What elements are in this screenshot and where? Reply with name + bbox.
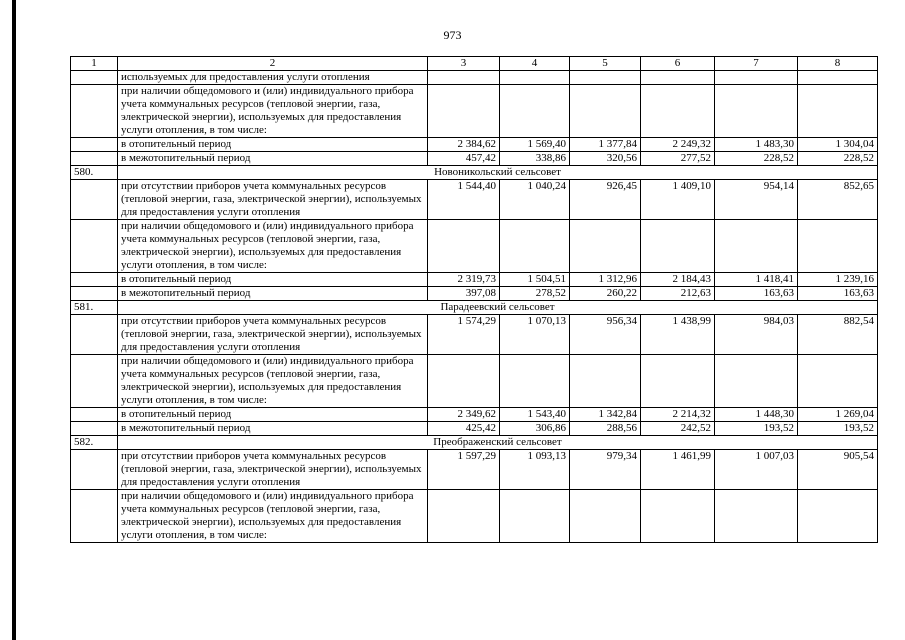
value-cell: 954,14 bbox=[715, 180, 798, 220]
value-cell: 193,52 bbox=[715, 422, 798, 436]
value-cell: 163,63 bbox=[798, 287, 878, 301]
row-label: в отопительный период bbox=[118, 273, 428, 287]
section-title: Преображенский сельсовет bbox=[118, 436, 878, 450]
row-label: в межотопительный период bbox=[118, 152, 428, 166]
value-cell bbox=[641, 220, 715, 273]
row-number-cell bbox=[71, 152, 118, 166]
section-title: Парадеевский сельсовет bbox=[118, 301, 878, 315]
table-row bbox=[71, 450, 878, 490]
value-cell bbox=[798, 85, 878, 138]
section-row bbox=[71, 166, 878, 180]
row-number-cell bbox=[71, 490, 118, 543]
value-cell: 905,54 bbox=[798, 450, 878, 490]
row-label: при наличии общедомового и (или) индивидуального прибора учета коммунальных ресурсов (тепловой энергии, газа, электрической энергии), используемых для предоставления услуги отопления, в том числе: bbox=[118, 85, 428, 138]
value-cell: 338,86 bbox=[500, 152, 570, 166]
binder-edge-line bbox=[12, 0, 16, 640]
value-cell bbox=[570, 71, 641, 85]
value-cell: 1 418,41 bbox=[715, 273, 798, 287]
row-number-cell bbox=[71, 355, 118, 408]
value-cell bbox=[715, 220, 798, 273]
value-cell: 1 239,16 bbox=[798, 273, 878, 287]
value-cell bbox=[715, 85, 798, 138]
value-cell bbox=[641, 355, 715, 408]
tariff-table bbox=[70, 56, 878, 543]
value-cell: 397,08 bbox=[428, 287, 500, 301]
value-cell bbox=[798, 490, 878, 543]
value-cell: 1 269,04 bbox=[798, 408, 878, 422]
table-row bbox=[71, 408, 878, 422]
section-number: 581. bbox=[71, 301, 118, 315]
row-number-cell bbox=[71, 450, 118, 490]
row-number-cell bbox=[71, 85, 118, 138]
value-cell: 278,52 bbox=[500, 287, 570, 301]
value-cell: 2 184,43 bbox=[641, 273, 715, 287]
value-cell bbox=[428, 490, 500, 543]
value-cell bbox=[428, 71, 500, 85]
value-cell: 212,63 bbox=[641, 287, 715, 301]
table-row bbox=[71, 85, 878, 138]
table-row bbox=[71, 180, 878, 220]
table-row bbox=[71, 355, 878, 408]
value-cell bbox=[715, 355, 798, 408]
row-label: при отсутствии приборов учета коммунальных ресурсов (тепловой энергии, газа, электрической энергии), используемых для предоставления услуги отопления bbox=[118, 450, 428, 490]
section-number: 580. bbox=[71, 166, 118, 180]
value-cell: 882,54 bbox=[798, 315, 878, 355]
header-cell: 5 bbox=[570, 57, 641, 71]
value-cell: 1 304,04 bbox=[798, 138, 878, 152]
row-label: при наличии общедомового и (или) индивидуального прибора учета коммунальных ресурсов (тепловой энергии, газа, электрической энергии), используемых для предоставления услуги отопления, в том числе: bbox=[118, 355, 428, 408]
section-row bbox=[71, 301, 878, 315]
value-cell: 2 319,73 bbox=[428, 273, 500, 287]
table-row bbox=[71, 273, 878, 287]
value-cell: 1 093,13 bbox=[500, 450, 570, 490]
value-cell: 2 249,32 bbox=[641, 138, 715, 152]
row-number-cell bbox=[71, 422, 118, 436]
row-label: в межотопительный период bbox=[118, 287, 428, 301]
value-cell: 2 384,62 bbox=[428, 138, 500, 152]
value-cell: 926,45 bbox=[570, 180, 641, 220]
value-cell bbox=[570, 85, 641, 138]
value-cell: 1 312,96 bbox=[570, 273, 641, 287]
value-cell bbox=[500, 85, 570, 138]
value-cell bbox=[570, 490, 641, 543]
value-cell: 242,52 bbox=[641, 422, 715, 436]
row-number-cell bbox=[71, 287, 118, 301]
value-cell bbox=[428, 85, 500, 138]
header-cell: 6 bbox=[641, 57, 715, 71]
value-cell: 1 544,40 bbox=[428, 180, 500, 220]
value-cell: 984,03 bbox=[715, 315, 798, 355]
table-row bbox=[71, 71, 878, 85]
value-cell: 852,65 bbox=[798, 180, 878, 220]
row-label: в отопительный период bbox=[118, 408, 428, 422]
table-row bbox=[71, 315, 878, 355]
value-cell bbox=[798, 355, 878, 408]
table-row bbox=[71, 422, 878, 436]
header-row bbox=[71, 57, 878, 71]
value-cell: 1 377,84 bbox=[570, 138, 641, 152]
value-cell: 228,52 bbox=[715, 152, 798, 166]
value-cell: 1 461,99 bbox=[641, 450, 715, 490]
row-number-cell bbox=[71, 138, 118, 152]
header-cell: 2 bbox=[118, 57, 428, 71]
value-cell: 1 070,13 bbox=[500, 315, 570, 355]
value-cell bbox=[798, 71, 878, 85]
table-row bbox=[71, 287, 878, 301]
section-number: 582. bbox=[71, 436, 118, 450]
header-cell: 3 bbox=[428, 57, 500, 71]
value-cell bbox=[798, 220, 878, 273]
value-cell: 1 040,24 bbox=[500, 180, 570, 220]
value-cell: 1 543,40 bbox=[500, 408, 570, 422]
row-label: при наличии общедомового и (или) индивидуального прибора учета коммунальных ресурсов (тепловой энергии, газа, электрической энергии), используемых для предоставления услуги отопления, в том числе: bbox=[118, 490, 428, 543]
value-cell: 193,52 bbox=[798, 422, 878, 436]
value-cell: 2 214,32 bbox=[641, 408, 715, 422]
value-cell bbox=[428, 355, 500, 408]
value-cell: 1 438,99 bbox=[641, 315, 715, 355]
value-cell bbox=[641, 490, 715, 543]
table-row bbox=[71, 138, 878, 152]
value-cell bbox=[428, 220, 500, 273]
value-cell bbox=[500, 355, 570, 408]
row-label: используемых для предоставления услуги отопления bbox=[118, 71, 428, 85]
row-number-cell bbox=[71, 408, 118, 422]
value-cell: 425,42 bbox=[428, 422, 500, 436]
row-label: при отсутствии приборов учета коммунальных ресурсов (тепловой энергии, газа, электрической энергии), используемых для предоставления услуги отопления bbox=[118, 180, 428, 220]
value-cell: 306,86 bbox=[500, 422, 570, 436]
header-cell: 4 bbox=[500, 57, 570, 71]
value-cell bbox=[500, 490, 570, 543]
value-cell: 288,56 bbox=[570, 422, 641, 436]
row-label: при наличии общедомового и (или) индивидуального прибора учета коммунальных ресурсов (тепловой энергии, газа, электрической энергии), используемых для предоставления услуги отопления, в том числе: bbox=[118, 220, 428, 273]
value-cell: 277,52 bbox=[641, 152, 715, 166]
row-number-cell bbox=[71, 71, 118, 85]
value-cell: 228,52 bbox=[798, 152, 878, 166]
row-label: при отсутствии приборов учета коммунальных ресурсов (тепловой энергии, газа, электрической энергии), используемых для предоставления услуги отопления bbox=[118, 315, 428, 355]
value-cell: 457,42 bbox=[428, 152, 500, 166]
row-label: в межотопительный период bbox=[118, 422, 428, 436]
page-number: 973 bbox=[443, 28, 462, 42]
row-number-cell bbox=[71, 273, 118, 287]
value-cell bbox=[641, 71, 715, 85]
value-cell: 979,34 bbox=[570, 450, 641, 490]
value-cell: 1 597,29 bbox=[428, 450, 500, 490]
value-cell: 1 569,40 bbox=[500, 138, 570, 152]
value-cell: 1 504,51 bbox=[500, 273, 570, 287]
value-cell bbox=[570, 355, 641, 408]
section-row bbox=[71, 436, 878, 450]
value-cell bbox=[500, 220, 570, 273]
section-title: Новоникольский сельсовет bbox=[118, 166, 878, 180]
value-cell: 1 483,30 bbox=[715, 138, 798, 152]
value-cell: 163,63 bbox=[715, 287, 798, 301]
value-cell: 1 448,30 bbox=[715, 408, 798, 422]
value-cell bbox=[570, 220, 641, 273]
header-cell: 1 bbox=[71, 57, 118, 71]
value-cell: 956,34 bbox=[570, 315, 641, 355]
row-number-cell bbox=[71, 180, 118, 220]
header-cell: 7 bbox=[715, 57, 798, 71]
value-cell: 260,22 bbox=[570, 287, 641, 301]
row-number-cell bbox=[71, 220, 118, 273]
row-label: в отопительный период bbox=[118, 138, 428, 152]
value-cell bbox=[715, 71, 798, 85]
row-number-cell bbox=[71, 315, 118, 355]
table-row bbox=[71, 490, 878, 543]
table-body bbox=[71, 57, 878, 543]
value-cell bbox=[641, 85, 715, 138]
value-cell: 1 007,03 bbox=[715, 450, 798, 490]
table-row bbox=[71, 220, 878, 273]
value-cell: 1 342,84 bbox=[570, 408, 641, 422]
value-cell: 320,56 bbox=[570, 152, 641, 166]
value-cell: 1 574,29 bbox=[428, 315, 500, 355]
value-cell: 1 409,10 bbox=[641, 180, 715, 220]
header-cell: 8 bbox=[798, 57, 878, 71]
value-cell: 2 349,62 bbox=[428, 408, 500, 422]
table-row bbox=[71, 152, 878, 166]
value-cell bbox=[500, 71, 570, 85]
value-cell bbox=[715, 490, 798, 543]
